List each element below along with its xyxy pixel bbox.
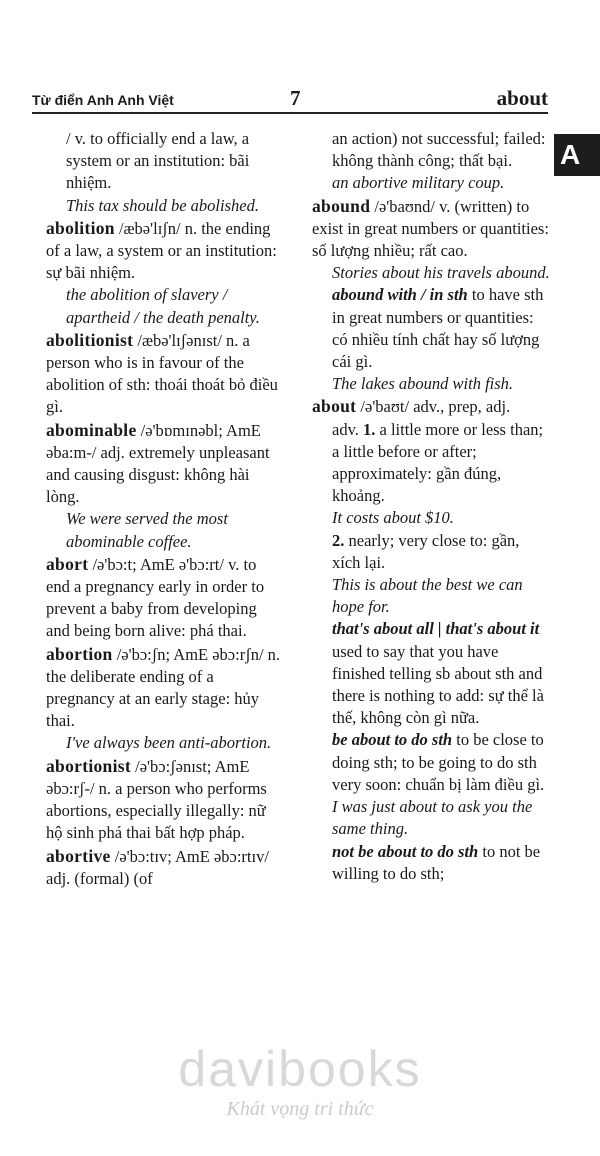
- entry-line: [312, 796, 550, 840]
- letter-tab: A: [554, 134, 600, 176]
- dictionary-entry: [46, 329, 284, 419]
- definition-text: /ə'bɔ:ʃn; AmE əbɔ:rʃn/ n. the deliberate ending of a pregnancy at an early stage: hủy thai.: [46, 644, 281, 731]
- definition-text: /æbə'lɪʃn/ n. the ending of a law, a system or an institution: sự bãi nhiệm.: [46, 218, 277, 283]
- definition-text: to have sth in great numbers or quantities: có nhiều tính chất hay số lượng cái gì.: [332, 285, 544, 372]
- entry-line: [312, 618, 550, 729]
- entry-line: [312, 262, 550, 284]
- page-number: 7: [290, 86, 301, 110]
- sense-number: 2.: [332, 530, 345, 550]
- entry-line: [312, 373, 550, 395]
- definition-text: used to say that you have finished telling sb about sth and there is nothing to add: sự thể là thế, không còn gì nữa.: [332, 641, 544, 728]
- entry-line: [46, 732, 284, 754]
- dictionary-entry: [46, 845, 284, 890]
- guide-word: about: [496, 86, 548, 110]
- entry-line: [46, 195, 284, 217]
- headword: about: [312, 396, 357, 417]
- entry-line: [312, 530, 550, 574]
- entry-line: [312, 419, 550, 508]
- entry-line: [312, 172, 550, 194]
- headword: abolitionist: [46, 329, 134, 350]
- definition-text: /ə'bɔ:ʃənɪst; AmE əbɔ:rʃ-/ n. a person who performs abortions, especially illegally: nữ hộ sinh phá thai bất hợp pháp.: [46, 756, 267, 843]
- entry-line: [46, 508, 284, 552]
- dictionary-entry: [46, 755, 284, 845]
- headword: abortion: [46, 643, 113, 664]
- definition-text: /ə'bɔ:tɪv; AmE əbɔ:rtɪv/ adj. (formal) (of: [46, 846, 269, 888]
- definition-text: /ə'bɒmɪnəbl; AmE əba:m-/ adj. extremely unpleasant and causing disgust: không hài lòng.: [46, 420, 270, 507]
- entry-line: [46, 128, 284, 195]
- right-column: [312, 128, 550, 885]
- header-divider: [32, 112, 548, 114]
- phrase: abound with / in sth: [332, 285, 468, 305]
- example-sentence: an abortive military coup.: [332, 173, 505, 193]
- dictionary-entry: [312, 395, 550, 418]
- left-column: [46, 128, 284, 890]
- definition-text: /æbə'lɪʃənɪst/ n. a person who is in favour of the abolition of sth: thoái thoát bỏ điều gì.: [46, 330, 278, 417]
- page-header: [0, 0, 600, 112]
- phrase: be about to do sth: [332, 730, 453, 750]
- phrase: that's about all | that's about it: [332, 619, 540, 639]
- definition-text: to not be willing to do sth;: [332, 841, 541, 883]
- headword: abound: [312, 195, 371, 216]
- headword: abolition: [46, 217, 115, 238]
- example-sentence: This tax should be abolished.: [66, 195, 259, 215]
- definition-text: / v. to officially end a law, a system or an institution: bãi nhiệm.: [66, 129, 250, 193]
- phrase: not be about to do sth: [332, 841, 479, 861]
- dictionary-entry: [312, 195, 550, 263]
- example-sentence: This is about the best we can hope for.: [332, 575, 523, 617]
- entry-line: [312, 507, 550, 529]
- dictionary-entry: [46, 419, 284, 509]
- sense-number: 1.: [363, 419, 376, 439]
- definition-text: adv.: [332, 419, 364, 439]
- definition-text: /ə'bɔ:t; AmE ə'bɔ:rt/ v. to end a pregnancy early in order to prevent a baby from developing and being born alive: phá thai.: [46, 554, 265, 641]
- headword: abortive: [46, 845, 111, 866]
- headword: abortionist: [46, 755, 131, 776]
- headword: abort: [46, 553, 89, 574]
- example-sentence: We were served the most abominable coffee.: [66, 509, 228, 551]
- definition-text: /ə'baʊnd/ v. (written) to exist in great numbers or quantities: số lượng nhiều; rất cao.: [312, 196, 549, 261]
- definition-text: nearly; very close to: gần, xích lại.: [332, 530, 520, 572]
- definition-text: /ə'baʊt/ adv., prep, adj.: [356, 397, 511, 417]
- definition-text: an action) not successful; failed: không thành công; thất bại.: [332, 129, 546, 171]
- watermark-logo: davibooks: [178, 1041, 422, 1097]
- dictionary-entry: [46, 217, 284, 285]
- example-sentence: I was just about to ask you the same thing.: [332, 797, 533, 839]
- entry-line: [312, 574, 550, 618]
- dictionary-entry: [46, 643, 284, 733]
- entry-line: [312, 128, 550, 172]
- entry-line: [46, 284, 284, 328]
- definition-text: a little more or less than; a little before or after; approximately: gần đúng, khoảng.: [332, 419, 544, 506]
- book-title: Từ điển Anh Anh Việt: [32, 92, 174, 108]
- dictionary-entry: [46, 553, 284, 643]
- example-sentence: I've always been anti-abortion.: [66, 733, 272, 753]
- headword: abominable: [46, 419, 137, 440]
- example-sentence: The lakes abound with fish.: [332, 374, 514, 394]
- definition-text: to be close to doing sth; to be going to do sth very soon: chuẩn bị làm điều gì.: [332, 730, 545, 794]
- example-sentence: the abolition of slavery / apartheid / the death penalty.: [66, 285, 260, 327]
- entry-line: [312, 841, 550, 885]
- example-sentence: It costs about $10.: [332, 508, 454, 528]
- watermark-tagline: Khát vọng tri thức: [226, 1098, 374, 1120]
- example-sentence: Stories about his travels abound.: [332, 263, 550, 283]
- entry-line: [312, 284, 550, 373]
- entry-line: [312, 729, 550, 796]
